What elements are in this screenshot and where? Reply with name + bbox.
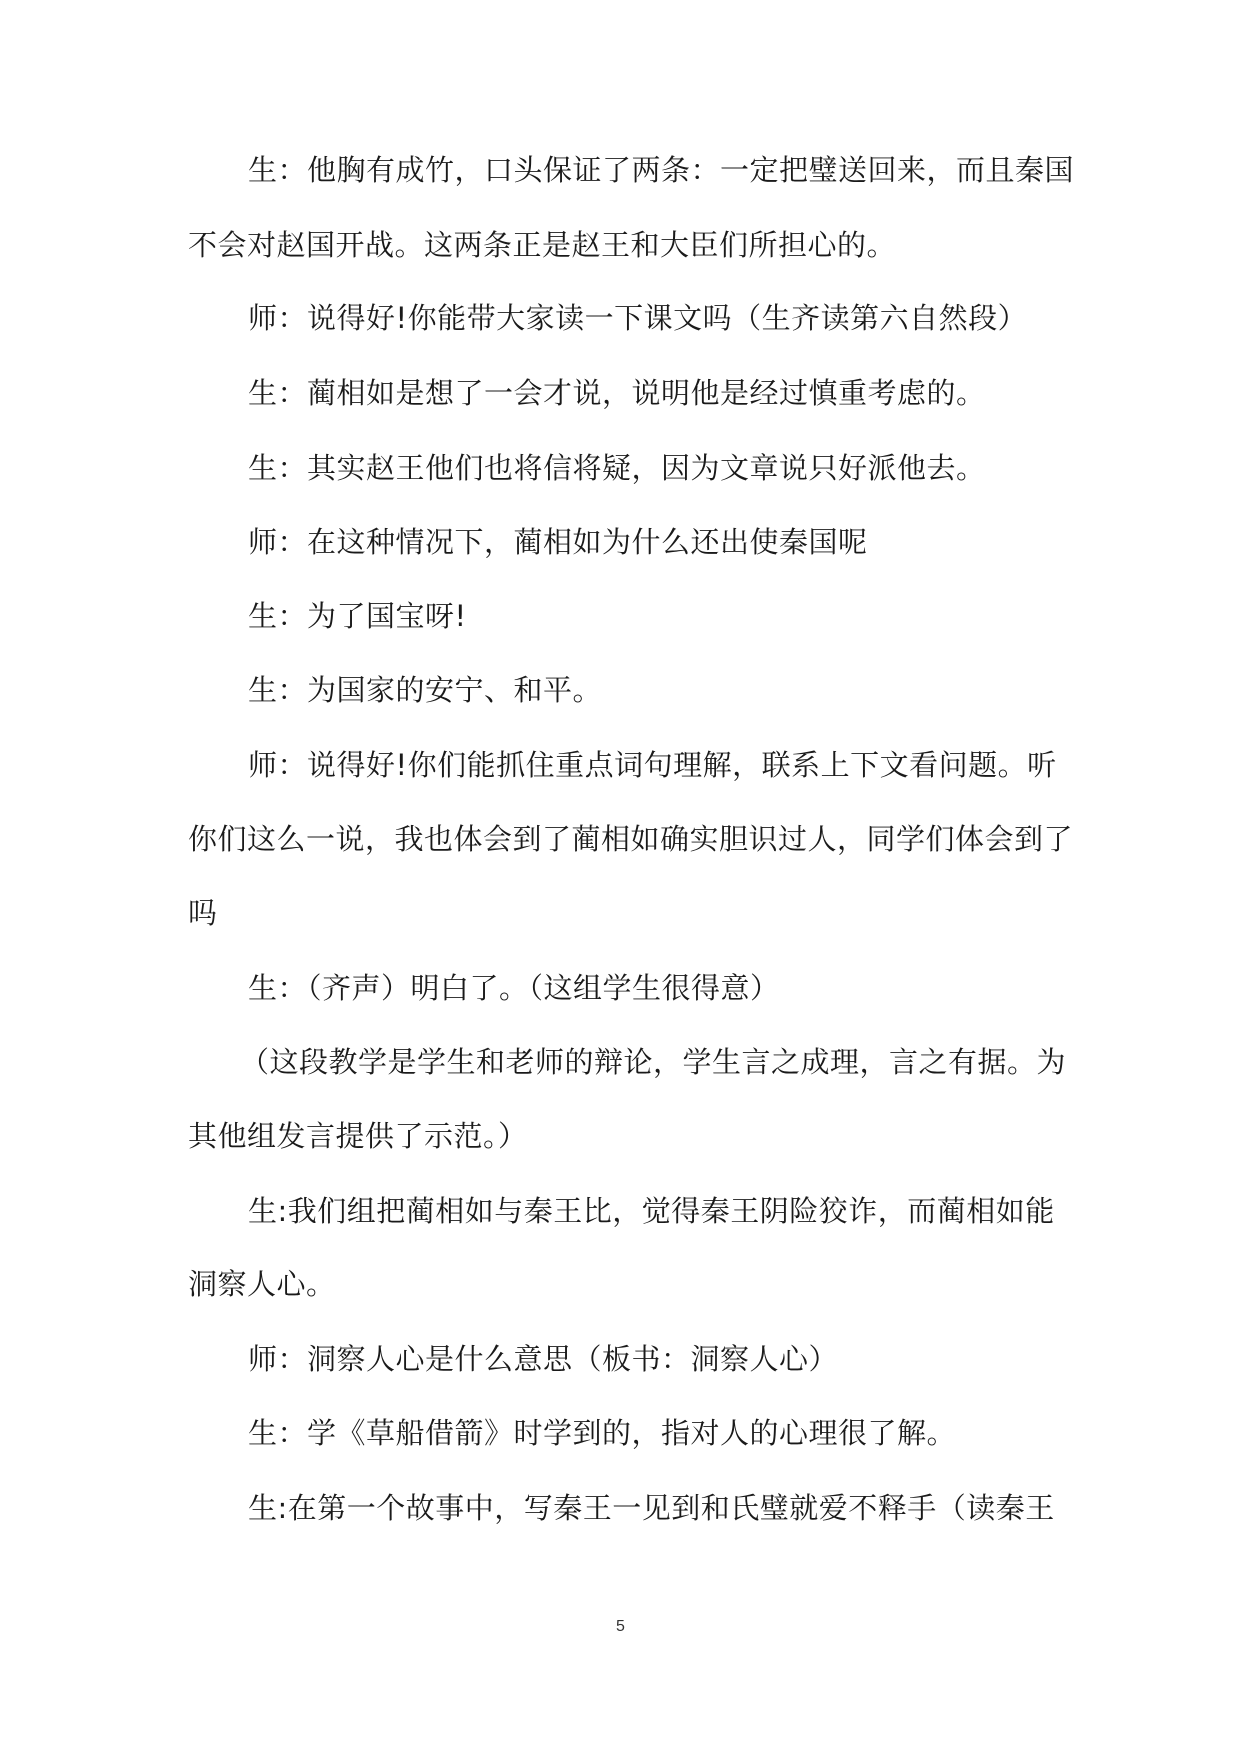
paragraph-line: 生:我们组把蔺相如与秦王比，觉得秦王阴险狡诈，而蔺相如能 xyxy=(248,1194,1055,1228)
paragraph-line: 生：蔺相如是想了一会才说，说明他是经过慎重考虑的。 xyxy=(248,376,986,410)
paragraph-line: 生：为国家的安宁、和平。 xyxy=(248,673,603,707)
paragraph-line: 不会对赵国开战。这两条正是赵王和大臣们所担心的。 xyxy=(188,228,897,262)
paragraph-line: 吗 xyxy=(188,896,218,930)
paragraph-line: 洞察人心。 xyxy=(188,1267,336,1301)
paragraph-line: 生:在第一个故事中，写秦王一见到和氏璧就爱不释手（读秦王 xyxy=(248,1491,1055,1525)
paragraph-line: 生：其实赵王他们也将信将疑，因为文章说只好派他去。 xyxy=(248,451,986,485)
paragraph-line: 生：为了国宝呀! xyxy=(248,599,467,633)
paragraph-line: 师：洞察人心是什么意思（板书：洞察人心） xyxy=(248,1342,839,1376)
paragraph-line: 师：在这种情况下，蔺相如为什么还出使秦国呢 xyxy=(248,525,868,559)
paragraph-line: 生：他胸有成竹，口头保证了两条：一定把璧送回来，而且秦国 xyxy=(248,153,1075,187)
paragraph-line: 师：说得好!你们能抓住重点词句理解，联系上下文看问题。听 xyxy=(248,748,1057,782)
paragraph-line: 生：（齐声）明白了。（这组学生很得意） xyxy=(248,971,780,1005)
paragraph-line: 师：说得好!你能带大家读一下课文吗（生齐读第六自然段） xyxy=(248,301,1028,335)
page-number: 5 xyxy=(616,1618,625,1635)
paragraph-line: （这段教学是学生和老师的辩论，学生言之成理，言之有据。为 xyxy=(240,1045,1067,1079)
paragraph-line: 生：学《草船借箭》时学到的，指对人的心理很了解。 xyxy=(248,1416,957,1450)
paragraph-line: 你们这么一说，我也体会到了蔺相如确实胆识过人，同学们体会到了 xyxy=(188,822,1074,856)
paragraph-line: 其他组发言提供了示范。） xyxy=(188,1119,528,1153)
